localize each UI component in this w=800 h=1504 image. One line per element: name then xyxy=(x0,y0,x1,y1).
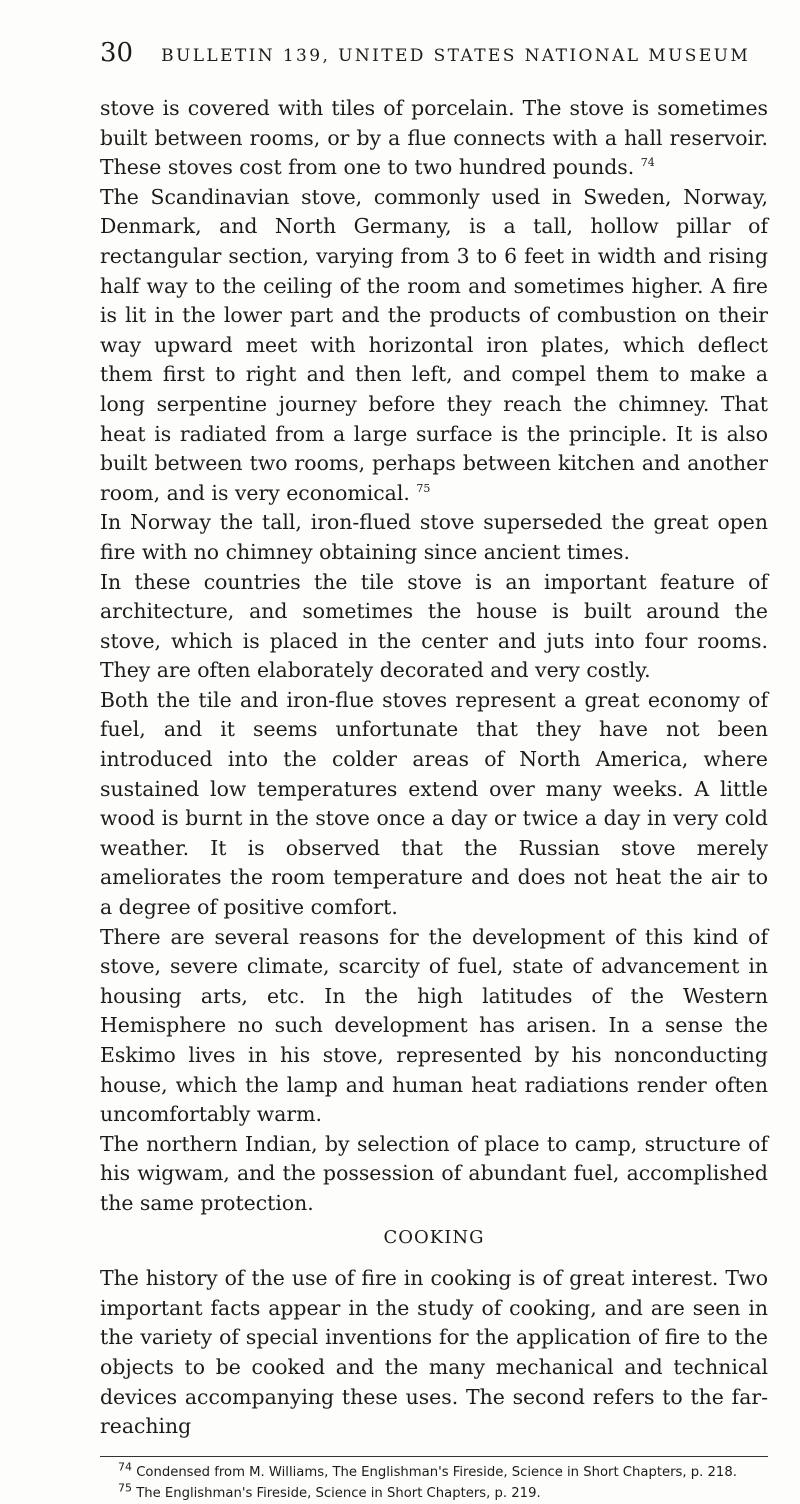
section-heading-cooking: COOKING xyxy=(383,1226,485,1248)
footnote-75 xyxy=(100,1483,768,1504)
footnote-ref-75: 75 xyxy=(416,481,431,495)
paragraph-cooking: The history of the use of fire in cooking is of great interest. Two important facts appear in the study of cooking, and are seen in the variety of special inventions for the application of fire to the objects to be cooked and the many mechanical and technical devices accompanying these uses. The second refers to the far-reaching xyxy=(100,1266,768,1439)
page-header xyxy=(100,38,760,68)
footnote-marker: 74 xyxy=(118,1460,132,1474)
paragraph-reasons xyxy=(100,923,768,1130)
paragraph-norway xyxy=(100,508,768,567)
footnote-ref-74: 74 xyxy=(640,156,655,170)
footnote-text: Condensed from M. Williams, The Englishman's Fireside, Science in Short Chapters, p. 218. xyxy=(136,1465,737,1480)
footnote-74 xyxy=(100,1462,768,1483)
running-head: BULLETIN 139, UNITED STATES NATIONAL MUSEUM xyxy=(161,46,751,66)
footnote-text: The Englishman's Fireside, Science in Short Chapters, p. 219. xyxy=(136,1486,541,1501)
paragraph-text: The Scandinavian stove, commonly used in Sweden, Norway, Denmark, and North Germany, is a tall, hollow pillar of rectangular section, varying from 3 to 6 feet in width and rising half way to the ceiling of the room and sometimes higher. A fire is lit in the lower part and the products of combustion on their way upward meet with horizontal iron plates, which deflect them first to right and then left, and compel them to make a long serpentine journey before they reach the chimney. That heat is radiated from a large surface is the principle. It is also built between two rooms, perhaps between kitchen and another room, and is very economical. xyxy=(100,184,768,505)
paragraph-scandinavian-stove xyxy=(100,183,768,509)
paragraph-text: There are several reasons for the development of this kind of stove, severe climate, scarcity of fuel, state of advancement in housing arts, etc. In the high latitudes of the Western Hemisphere no such development has arisen. In a sense the Eskimo lives in his stove, represented by his nonconducting house, which the lamp and human heat radiations render often uncomfortably warm. xyxy=(100,924,768,1127)
footnote-rule xyxy=(100,1456,768,1457)
paragraph-text: In these countries the tile stove is an important feature of architecture, and sometimes the house is built around the stove, which is placed in the center and juts into four rooms. They are often elaborately decorated and very costly. xyxy=(100,569,768,683)
body-text xyxy=(100,94,768,1442)
footnote-marker: 75 xyxy=(118,1481,132,1495)
paragraph-text: stove is covered with tiles of porcelain. The stove is sometimes built between rooms, or by a flue connects with a hall reservoir. These stoves cost from one to two hundred pounds. xyxy=(100,96,768,180)
paragraph-text: Both the tile and iron-flue stoves represent a great economy of fuel, and it seems unfortunate that they have not been introduced into the colder areas of North America, where sustained low temperatures extend over many weeks. A little wood is burnt in the stove once a day or twice a day in very cold weather. It is observed that the Russian stove merely ameliorates the room temperature and does not heat the air to a degree of positive comfort. xyxy=(100,687,768,920)
paragraph-tile-stove-architecture xyxy=(100,568,768,686)
paragraph-fuel-economy xyxy=(100,686,768,923)
paragraph-northern-indian xyxy=(100,1130,768,1219)
paragraph-text: In Norway the tall, iron-flued stove superseded the great open fire with no chimney obtaining since ancient times. xyxy=(100,510,768,564)
paragraph-stove-tiles xyxy=(100,94,768,183)
paragraph-text: The northern Indian, by selection of place to camp, structure of his wigwam, and the possession of abundant fuel, accomplished the same protection. xyxy=(100,1131,768,1215)
page-number: 30 xyxy=(100,38,134,68)
footnotes xyxy=(100,1462,768,1504)
